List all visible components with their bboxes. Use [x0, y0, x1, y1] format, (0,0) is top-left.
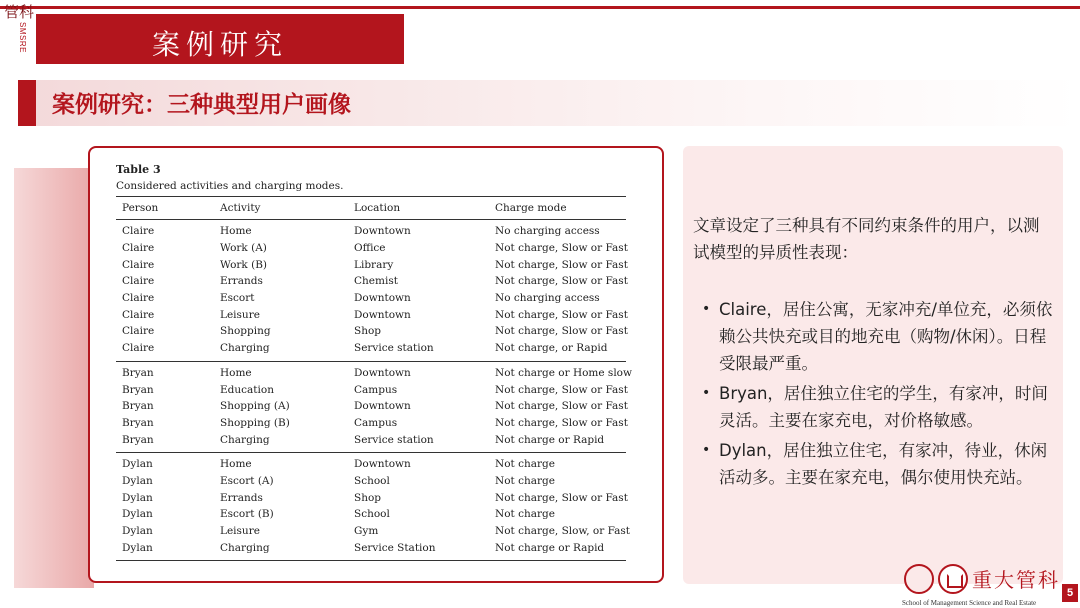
- list-item: [693, 380, 1055, 434]
- table-row: [116, 539, 626, 556]
- col-charge-mode: Charge mode: [495, 202, 567, 214]
- cell-person: Claire: [122, 325, 155, 338]
- cell-activity: Home: [220, 366, 252, 379]
- cell-charge-mode: Not charge, Slow or Fast: [495, 491, 628, 504]
- table-row: [116, 273, 626, 290]
- cell-location: Campus: [354, 383, 398, 396]
- cell-charge-mode: Not charge, Slow or Fast: [495, 275, 628, 288]
- cell-location: Downtown: [354, 308, 411, 321]
- cell-charge-mode: No charging access: [495, 225, 600, 238]
- school-emblem-icon: [938, 564, 968, 594]
- col-location: Location: [354, 202, 401, 214]
- cell-location: Downtown: [354, 225, 411, 238]
- cell-location: Downtown: [354, 400, 411, 413]
- persona-claire: Claire，居住公寓，无家冲充/单位充，必须依赖公共快充或目的地充电（购物/休闲）。日程受限最严重。: [719, 300, 1053, 373]
- cell-person: Bryan: [122, 433, 154, 446]
- cell-charge-mode: Not charge or Home slow: [495, 366, 632, 379]
- cell-activity: Education: [220, 383, 274, 396]
- table-row: [116, 381, 626, 398]
- cell-activity: Work (B): [220, 258, 268, 271]
- col-activity: Activity: [220, 202, 261, 214]
- footer-school-name: School of Management Science and Real Estate: [902, 599, 1037, 607]
- cell-location: Office: [354, 242, 386, 255]
- table-group: [116, 453, 631, 561]
- table-label: Table 3: [116, 163, 161, 176]
- cell-person: Claire: [122, 225, 155, 238]
- logo-calligraphy: 管科: [4, 3, 35, 21]
- cell-activity: Escort (B): [220, 508, 274, 521]
- cell-person: Dylan: [122, 474, 153, 487]
- cell-location: Service Station: [354, 541, 436, 554]
- cell-activity: Escort: [220, 292, 255, 305]
- persona-list: [693, 296, 1055, 494]
- table-row: [116, 340, 626, 357]
- table-caption: Considered activities and charging modes.: [116, 180, 344, 192]
- table-row: [116, 323, 626, 340]
- cell-charge-mode: Not charge, Slow or Fast: [495, 325, 628, 338]
- cell-location: School: [354, 508, 390, 521]
- table-group: [116, 362, 632, 453]
- table-group: [116, 220, 626, 362]
- cell-charge-mode: Not charge: [495, 508, 555, 521]
- cell-person: Claire: [122, 292, 155, 305]
- cell-person: Claire: [122, 342, 155, 355]
- persona-bryan: Bryan，居住独立住宅的学生，有家冲，时间灵活。主要在家充电，对价格敏感。: [719, 384, 1048, 430]
- cell-location: Campus: [354, 416, 398, 429]
- top-rule: [0, 6, 1080, 9]
- cell-charge-mode: Not charge or Rapid: [495, 433, 605, 446]
- table-row: [116, 256, 626, 273]
- cell-activity: Home: [220, 458, 252, 471]
- table-row: [116, 489, 626, 506]
- banner-title: 案例研究: [152, 28, 289, 61]
- table-row: [116, 398, 626, 415]
- table-row: [116, 431, 626, 448]
- cell-activity: Errands: [220, 275, 263, 288]
- title-banner: [36, 14, 404, 64]
- cell-activity: Leisure: [220, 308, 260, 321]
- cell-location: Gym: [354, 525, 379, 538]
- cell-person: Claire: [122, 258, 155, 271]
- cell-location: Library: [354, 258, 394, 271]
- table-body: [116, 220, 632, 561]
- cell-charge-mode: Not charge, Slow or Fast: [495, 383, 628, 396]
- cell-person: Bryan: [122, 366, 154, 379]
- subtitle-accent: [18, 80, 36, 126]
- cell-person: Bryan: [122, 400, 154, 413]
- bullet-icon: •: [702, 442, 711, 458]
- cell-charge-mode: Not charge, Slow, or Fast: [495, 525, 631, 538]
- footer-brand: 重大管科: [972, 568, 1060, 592]
- cell-charge-mode: No charging access: [495, 292, 600, 305]
- cell-location: Service station: [354, 433, 434, 446]
- data-table: [116, 162, 632, 561]
- cell-activity: Shopping (A): [220, 400, 290, 413]
- cell-person: Claire: [122, 242, 155, 255]
- cell-charge-mode: Not charge: [495, 458, 555, 471]
- table-row: [116, 290, 626, 307]
- cell-person: Bryan: [122, 416, 154, 429]
- cell-activity: Charging: [220, 541, 270, 554]
- cell-person: Dylan: [122, 491, 153, 504]
- cell-activity: Shopping (B): [220, 416, 290, 429]
- cell-charge-mode: Not charge, or Rapid: [495, 342, 608, 355]
- cell-activity: Errands: [220, 491, 263, 504]
- cell-person: Dylan: [122, 541, 153, 554]
- cell-charge-mode: Not charge, Slow or Fast: [495, 416, 628, 429]
- cell-location: Service station: [354, 342, 434, 355]
- table-row: [116, 456, 626, 473]
- cell-location: Downtown: [354, 366, 411, 379]
- table-row: [116, 365, 632, 382]
- table-row: [116, 506, 626, 523]
- cell-activity: Charging: [220, 433, 270, 446]
- col-person: Person: [122, 202, 159, 214]
- cell-location: Chemist: [354, 275, 398, 288]
- university-seal-icon: [904, 564, 934, 594]
- cell-location: School: [354, 474, 390, 487]
- cell-activity: Shopping: [220, 325, 271, 338]
- cell-activity: Work (A): [220, 242, 267, 255]
- page-number: 5: [1062, 584, 1078, 602]
- table-row: [116, 523, 631, 540]
- cell-activity: Escort (A): [220, 474, 274, 487]
- table-row: [116, 240, 626, 257]
- cell-person: Dylan: [122, 458, 153, 471]
- cell-location: Downtown: [354, 292, 411, 305]
- table-row: [116, 306, 626, 323]
- table-row: [116, 473, 626, 490]
- table-header: [116, 196, 626, 220]
- cell-activity: Home: [220, 225, 252, 238]
- list-item: [693, 296, 1055, 377]
- description-panel: [683, 146, 1063, 584]
- cell-charge-mode: Not charge, Slow or Fast: [495, 308, 628, 321]
- bullet-icon: •: [702, 301, 711, 317]
- cell-person: Claire: [122, 308, 155, 321]
- table-row: [116, 415, 626, 432]
- cell-location: Shop: [354, 325, 381, 338]
- intro-text: 文章设定了三种具有不同约束条件的用户，以测试模型的异质性表现：: [693, 216, 1040, 262]
- school-logo: [2, 2, 34, 54]
- slide-subtitle: 案例研究：三种典型用户画像: [52, 92, 351, 118]
- persona-dylan: Dylan，居住独立住宅，有家冲，待业，休闲活动多。主要在家充电，偶尔使用快充站。: [719, 441, 1048, 487]
- cell-person: Dylan: [122, 508, 153, 521]
- cell-person: Claire: [122, 275, 155, 288]
- table-card: [88, 146, 664, 583]
- bullet-icon: •: [702, 385, 711, 401]
- cell-person: Dylan: [122, 525, 153, 538]
- cell-person: Bryan: [122, 383, 154, 396]
- cell-charge-mode: Not charge or Rapid: [495, 541, 605, 554]
- cell-charge-mode: Not charge: [495, 474, 555, 487]
- cell-charge-mode: Not charge, Slow or Fast: [495, 258, 628, 271]
- cell-location: Downtown: [354, 458, 411, 471]
- cell-charge-mode: Not charge, Slow or Fast: [495, 242, 628, 255]
- footer-logo: [902, 562, 1062, 606]
- cell-activity: Charging: [220, 342, 270, 355]
- cell-location: Shop: [354, 491, 381, 504]
- list-item: [693, 437, 1055, 491]
- decorative-wedge: [14, 168, 94, 588]
- logo-abbrev: SMSRE: [18, 22, 27, 53]
- cell-activity: Leisure: [220, 525, 260, 538]
- table-row: [116, 223, 626, 240]
- cell-charge-mode: Not charge, Slow or Fast: [495, 400, 628, 413]
